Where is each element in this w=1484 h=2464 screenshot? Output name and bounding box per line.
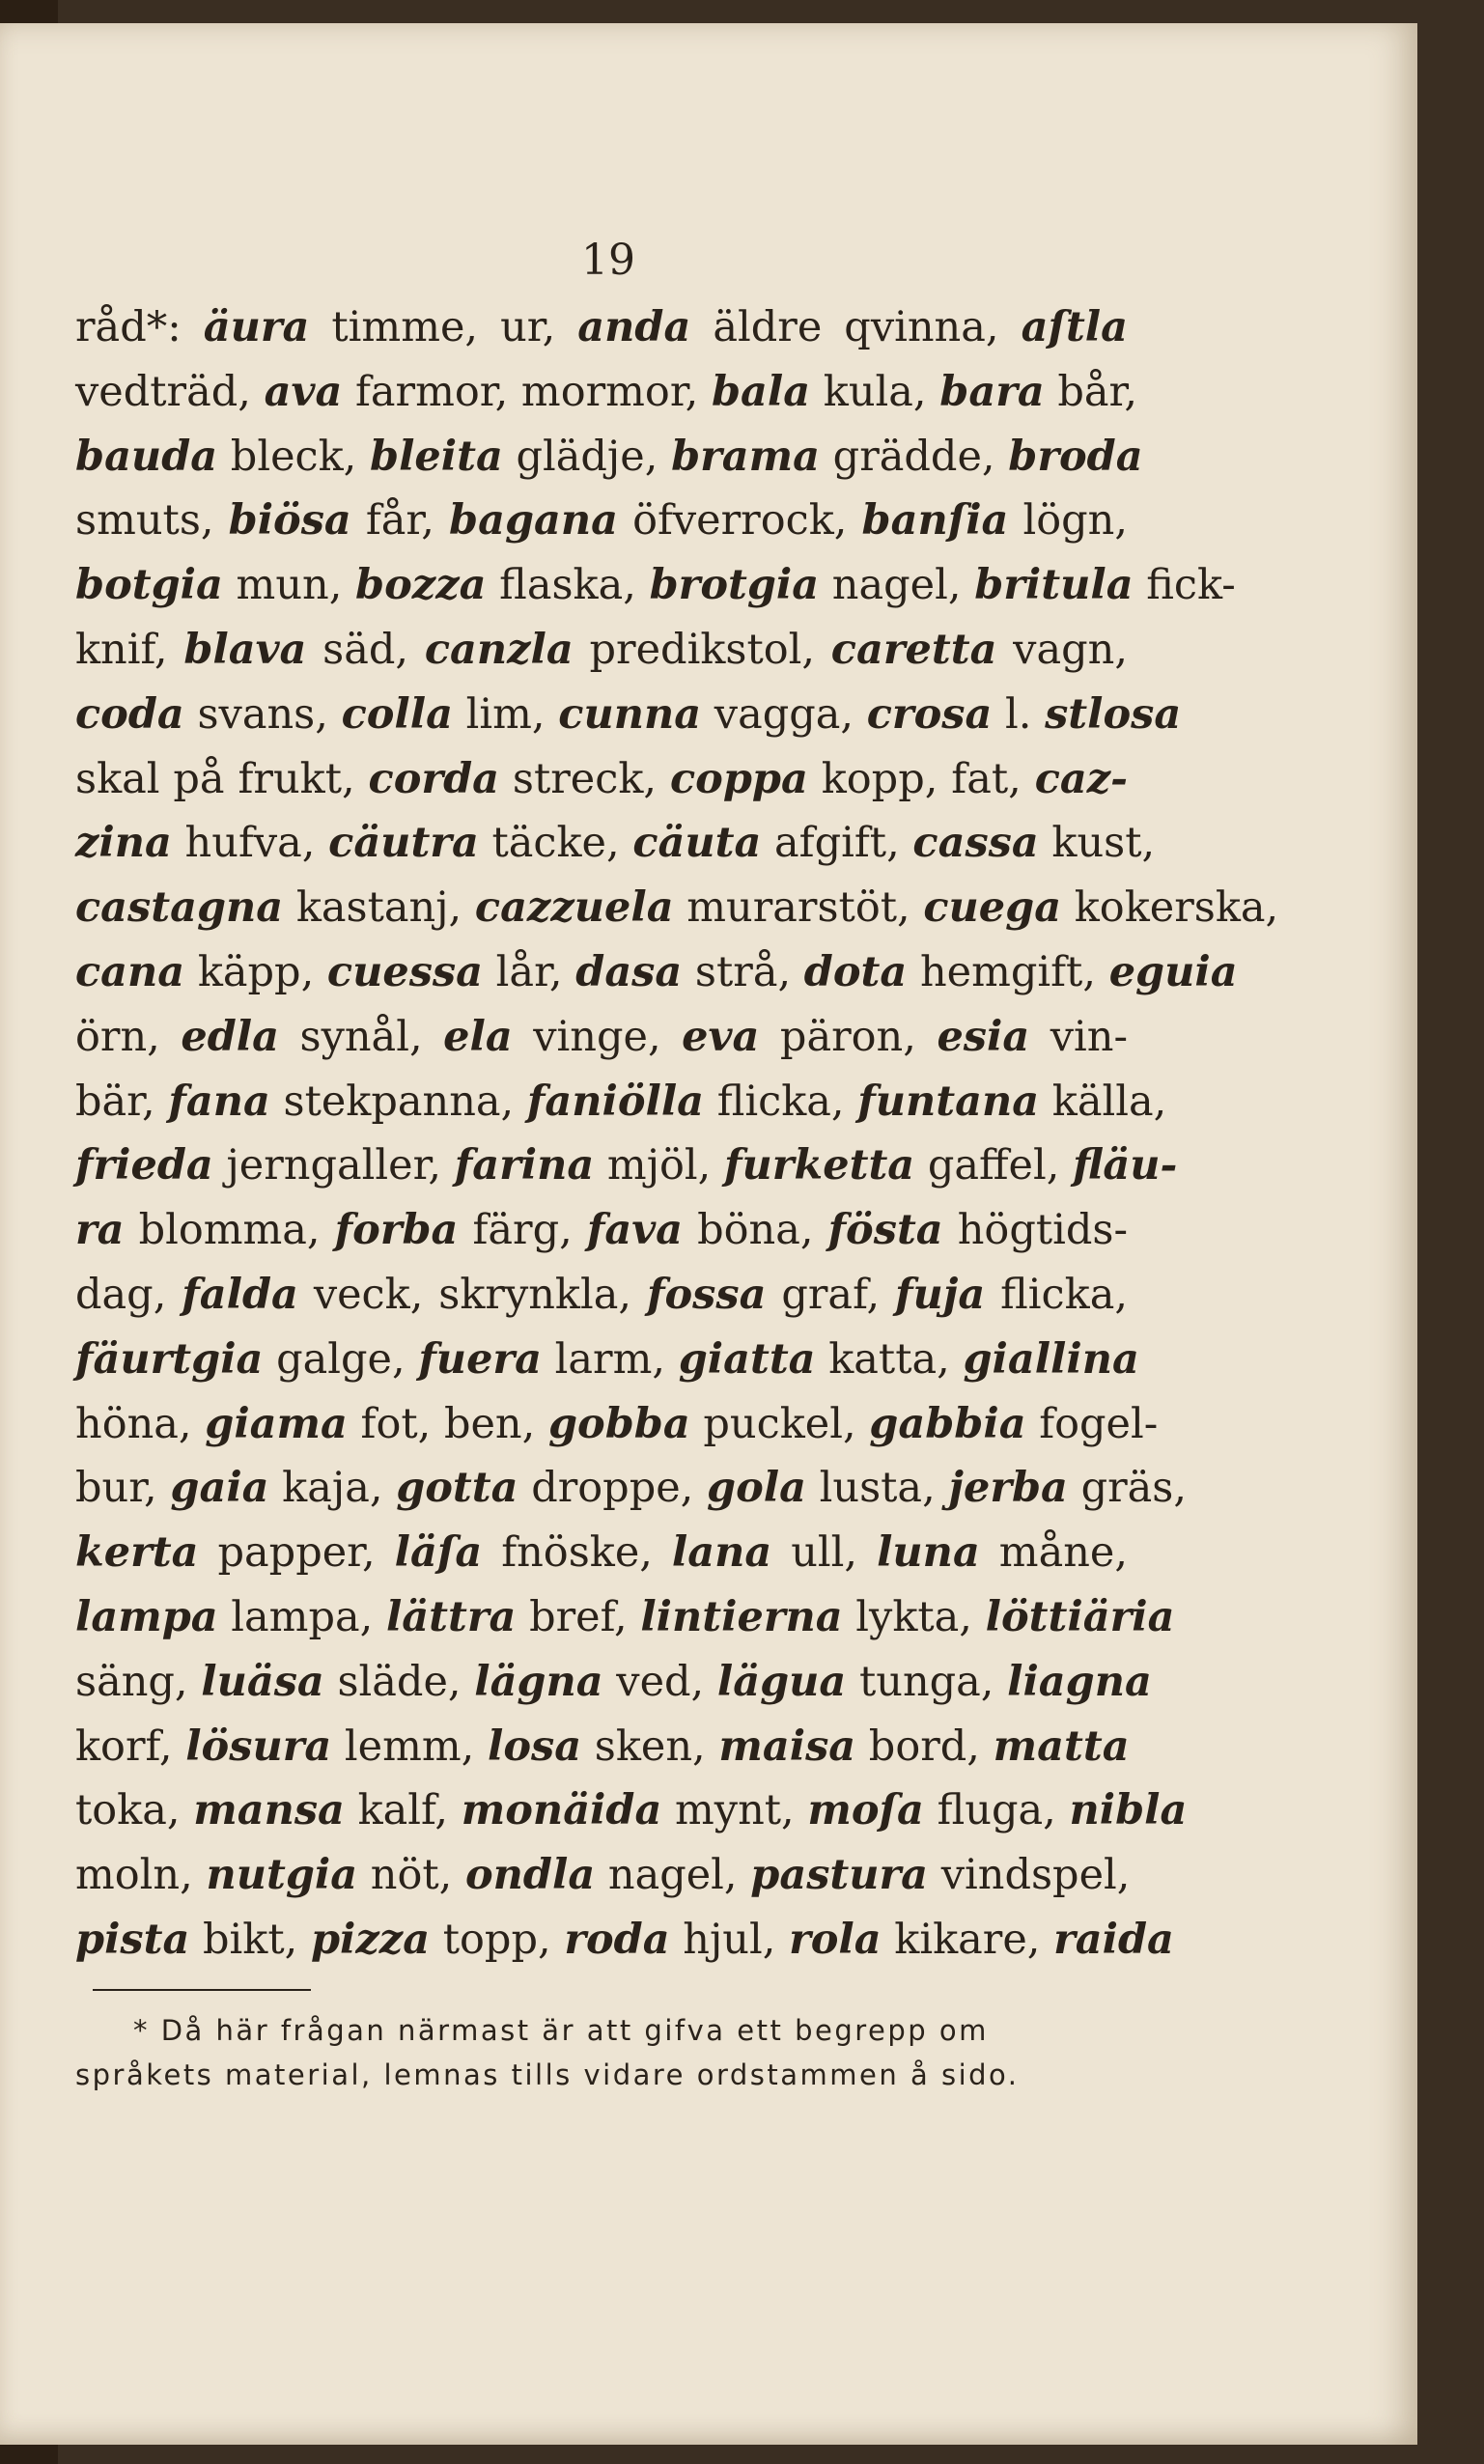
swedish-gloss: flaska,: [486, 561, 650, 610]
romansh-word: fäurtgia: [75, 1334, 264, 1384]
romansh-word: lintierna: [640, 1592, 843, 1641]
text-line: [75, 1328, 1139, 1392]
romansh-word: roda: [564, 1915, 670, 1964]
swedish-gloss: nagel,: [595, 1851, 751, 1900]
swedish-gloss: måne,: [979, 1528, 1129, 1578]
romansh-word: lösura: [185, 1722, 332, 1771]
swedish-gloss: streck,: [499, 754, 670, 803]
swedish-gloss: gräs,: [1067, 1464, 1188, 1513]
romansh-word: corda: [368, 754, 499, 803]
swedish-gloss: vagga,: [701, 689, 867, 739]
swedish-gloss: mun,: [222, 561, 356, 610]
swedish-gloss: säng,: [75, 1657, 202, 1706]
text-line: [75, 1263, 1128, 1328]
romansh-word: furketta: [724, 1141, 915, 1190]
swedish-gloss: hemgift,: [907, 947, 1109, 996]
romansh-word: britula: [974, 561, 1134, 610]
swedish-gloss: strå,: [682, 947, 804, 996]
romansh-word: löttiäria: [985, 1592, 1175, 1641]
text-line: [75, 1392, 1159, 1457]
text-line: [75, 1134, 1178, 1198]
romansh-word: canzla: [424, 625, 574, 674]
romansh-word: fuja: [895, 1270, 986, 1319]
romansh-word: fläu-: [1073, 1141, 1178, 1190]
swedish-gloss: dag,: [75, 1270, 182, 1319]
romansh-word: losa: [488, 1722, 582, 1771]
romansh-word: ava: [264, 367, 343, 416]
romansh-word: luna: [877, 1528, 980, 1578]
swedish-gloss: murarstöt,: [673, 883, 924, 933]
swedish-gloss: högtids-: [942, 1206, 1128, 1255]
romansh-word: colla: [341, 689, 453, 739]
swedish-gloss: bref,: [516, 1592, 641, 1641]
swedish-gloss: jerngaller,: [212, 1141, 455, 1190]
swedish-gloss: skal på frukt,: [75, 754, 369, 803]
romansh-word: frieda: [75, 1141, 213, 1190]
swedish-gloss: ved,: [602, 1657, 717, 1706]
swedish-gloss: lemm,: [331, 1722, 488, 1771]
romansh-word: maisa: [718, 1722, 856, 1771]
romansh-word: bauda: [75, 432, 218, 481]
swedish-gloss: toka,: [75, 1786, 194, 1835]
romansh-word: giallina: [963, 1334, 1139, 1384]
romansh-word: ela: [443, 1012, 513, 1061]
swedish-gloss: glädje,: [502, 432, 672, 481]
text-line: [75, 295, 1128, 360]
romansh-word: monäida: [461, 1786, 662, 1835]
swedish-gloss: lögn,: [1008, 496, 1129, 546]
text-line: [75, 811, 1156, 876]
book-page: [0, 23, 1417, 2445]
swedish-gloss: äldre qvinna,: [690, 303, 1022, 351]
swedish-gloss: päron,: [759, 1012, 938, 1061]
romansh-word: esia: [937, 1012, 1030, 1061]
romansh-word: äura: [203, 303, 310, 351]
swedish-gloss: droppe,: [518, 1464, 708, 1513]
romansh-word: bala: [711, 367, 811, 416]
romansh-word: nutgia: [206, 1851, 358, 1900]
romansh-word: lättra: [385, 1592, 517, 1641]
romansh-word: bagana: [449, 496, 618, 546]
romansh-word: castagna: [75, 883, 284, 933]
swedish-gloss: kokerska,: [1061, 883, 1279, 933]
text-line: [75, 683, 1182, 747]
text-line: [75, 1908, 1174, 1973]
romansh-word: farina: [454, 1141, 595, 1190]
romansh-word: edla: [181, 1012, 279, 1061]
swedish-gloss: lusta,: [805, 1464, 949, 1513]
swedish-gloss: vin-: [1029, 1012, 1129, 1061]
romansh-word: bara: [939, 367, 1045, 416]
romansh-word: crosa: [866, 689, 993, 739]
swedish-gloss: flicka,: [985, 1270, 1129, 1319]
text-line: [75, 618, 1128, 683]
swedish-gloss: sken,: [581, 1722, 719, 1771]
romansh-word: cuega: [923, 883, 1062, 933]
text-line: [75, 1521, 1128, 1585]
text-line: [75, 1005, 1128, 1070]
romansh-word: luäsa: [201, 1657, 324, 1706]
romansh-word: funtana: [857, 1077, 1040, 1126]
text-line: [75, 553, 1236, 618]
swedish-gloss: larm,: [541, 1334, 679, 1384]
romansh-word: banſia: [861, 496, 1009, 546]
romansh-word: rola: [789, 1915, 882, 1964]
swedish-gloss: får,: [350, 496, 450, 546]
swedish-gloss: hufva,: [171, 819, 329, 868]
romansh-word: gaia: [170, 1464, 269, 1513]
swedish-gloss: käpp,: [184, 947, 327, 996]
swedish-gloss: öfverrock,: [618, 496, 862, 546]
swedish-gloss: synål,: [278, 1012, 444, 1061]
romansh-word: caretta: [830, 625, 997, 674]
swedish-gloss: galge,: [263, 1334, 419, 1384]
swedish-gloss: tunga,: [846, 1657, 1008, 1706]
romansh-word: gola: [707, 1464, 806, 1513]
swedish-gloss: grädde,: [820, 432, 1009, 481]
romansh-word: mansa: [193, 1786, 345, 1835]
romansh-word: cassa: [912, 819, 1039, 868]
romansh-word: dasa: [575, 947, 683, 996]
romansh-word: aſtla: [1021, 303, 1128, 351]
swedish-gloss: kopp, fat,: [807, 754, 1035, 803]
romansh-word: botgia: [75, 561, 223, 610]
romansh-word: faniölla: [526, 1077, 705, 1126]
swedish-gloss: topp,: [430, 1915, 565, 1964]
romansh-word: kerta: [75, 1528, 199, 1578]
romansh-word: stlosa: [1045, 689, 1182, 739]
swedish-gloss: flicka,: [704, 1077, 858, 1126]
swedish-gloss: källa,: [1039, 1077, 1167, 1126]
swedish-gloss: släde,: [323, 1657, 475, 1706]
swedish-gloss: råd*:: [75, 303, 204, 351]
swedish-gloss: papper,: [198, 1528, 395, 1578]
romansh-word: jerba: [948, 1464, 1068, 1513]
romansh-word: bozza: [355, 561, 487, 610]
swedish-gloss: vagn,: [996, 625, 1128, 674]
text-line: [75, 1070, 1167, 1134]
swedish-gloss: afgift,: [761, 819, 913, 868]
romansh-word: lana: [671, 1528, 772, 1578]
romansh-word: zina: [75, 819, 172, 868]
romansh-word: lägua: [716, 1657, 847, 1706]
romansh-word: fuera: [418, 1334, 542, 1384]
romansh-word: läſa: [394, 1528, 483, 1578]
romansh-word: fana: [168, 1077, 270, 1126]
romansh-word: gabbia: [869, 1399, 1026, 1448]
swedish-gloss: lår,: [483, 947, 576, 996]
swedish-gloss: gaffel,: [914, 1141, 1074, 1190]
swedish-gloss: lykta,: [842, 1592, 986, 1641]
romansh-word: pizza: [310, 1915, 431, 1964]
swedish-gloss: kust,: [1038, 819, 1156, 868]
romansh-word: giama: [205, 1399, 348, 1448]
swedish-gloss: stekpanna,: [269, 1077, 527, 1126]
swedish-gloss: bikt,: [189, 1915, 311, 1964]
romansh-word: falda: [182, 1270, 298, 1319]
footnote-rule: [93, 1989, 311, 1991]
romansh-word: giatta: [678, 1334, 816, 1384]
romansh-word: brama: [671, 432, 821, 481]
swedish-gloss: nagel,: [819, 561, 975, 610]
swedish-gloss: blomma,: [124, 1206, 335, 1255]
swedish-gloss: kula,: [810, 367, 940, 416]
swedish-gloss: kaja,: [268, 1464, 397, 1513]
romansh-word: ondla: [464, 1851, 596, 1900]
swedish-gloss: säd,: [306, 625, 425, 674]
romansh-word: blava: [183, 625, 307, 674]
romansh-word: lägna: [474, 1657, 603, 1706]
swedish-gloss: bur,: [75, 1464, 171, 1513]
romansh-word: cuessa: [326, 947, 484, 996]
romansh-word: lampa: [75, 1592, 218, 1641]
romansh-word: cazzuela: [474, 883, 674, 933]
swedish-gloss: lim,: [452, 689, 559, 739]
romansh-word: broda: [1008, 432, 1143, 481]
text-line: [75, 1778, 1188, 1843]
romansh-word: dota: [803, 947, 908, 996]
swedish-gloss: ull,: [771, 1528, 878, 1578]
swedish-gloss: kastanj,: [283, 883, 475, 933]
body-text: [75, 295, 1279, 1973]
swedish-gloss: bär,: [75, 1077, 169, 1126]
text-line: [75, 1715, 1128, 1779]
swedish-gloss: vinge,: [512, 1012, 683, 1061]
swedish-gloss: färg,: [458, 1206, 587, 1255]
romansh-word: moſa: [807, 1786, 924, 1835]
swedish-gloss: l.: [992, 689, 1046, 739]
text-line: [75, 1650, 1152, 1715]
swedish-gloss: fick-: [1133, 561, 1236, 610]
swedish-gloss: kikare,: [881, 1915, 1054, 1964]
swedish-gloss: nöt,: [357, 1851, 465, 1900]
swedish-gloss: mynt,: [661, 1786, 808, 1835]
romansh-word: fava: [586, 1206, 684, 1255]
text-line: [75, 1585, 1175, 1650]
swedish-gloss: höna,: [75, 1399, 206, 1448]
romansh-word: pista: [75, 1915, 190, 1964]
swedish-gloss: vindspel,: [928, 1851, 1131, 1900]
swedish-gloss: fluga,: [923, 1786, 1070, 1835]
romansh-word: raida: [1053, 1915, 1174, 1964]
text-line: [75, 940, 1238, 1005]
swedish-gloss: böna,: [683, 1206, 828, 1255]
romansh-word: cana: [75, 947, 185, 996]
romansh-word: brotgia: [649, 561, 820, 610]
swedish-gloss: hjul,: [669, 1915, 790, 1964]
text-line: [75, 1198, 1128, 1263]
swedish-gloss: smuts,: [75, 496, 229, 546]
swedish-gloss: timme, ur,: [309, 303, 578, 351]
swedish-gloss: veck, skrynkla,: [297, 1270, 647, 1319]
text-line: [75, 489, 1128, 553]
swedish-gloss: puckel,: [689, 1399, 870, 1448]
swedish-gloss: svans,: [183, 689, 342, 739]
swedish-gloss: fnöske,: [482, 1528, 672, 1578]
swedish-gloss: bord,: [855, 1722, 994, 1771]
swedish-gloss: korf,: [75, 1722, 186, 1771]
swedish-gloss: knif,: [75, 625, 184, 674]
romansh-word: bleita: [370, 432, 503, 481]
swedish-gloss: vedträd,: [75, 367, 265, 416]
romansh-word: gobba: [547, 1399, 690, 1448]
footnote-line: * Då här frågan närmast är att gifva ett begrepp om: [133, 2014, 989, 2047]
romansh-word: matta: [993, 1722, 1130, 1771]
romansh-word: gotta: [396, 1464, 518, 1513]
text-line: [75, 747, 1128, 812]
swedish-gloss: bår,: [1044, 367, 1138, 416]
romansh-word: cunna: [558, 689, 702, 739]
romansh-word: fösta: [827, 1206, 943, 1255]
swedish-gloss: bleck,: [217, 432, 370, 481]
text-line: [75, 425, 1143, 490]
romansh-word: nibla: [1069, 1786, 1188, 1835]
swedish-gloss: täcke,: [478, 819, 633, 868]
swedish-gloss: örn,: [75, 1012, 182, 1061]
footnote-line: språkets material, lemnas tills vidare ordstammen å sido.: [75, 2058, 1020, 2091]
text-line: [75, 1456, 1188, 1521]
romansh-word: liagna: [1007, 1657, 1152, 1706]
romansh-word: anda: [577, 303, 691, 351]
romansh-word: eguia: [1108, 947, 1238, 996]
swedish-gloss: kalf,: [344, 1786, 462, 1835]
swedish-gloss: katta,: [815, 1334, 964, 1384]
swedish-gloss: predikstol,: [573, 625, 831, 674]
text-line: [75, 1843, 1131, 1908]
text-line: [75, 360, 1138, 425]
swedish-gloss: lampa,: [217, 1592, 386, 1641]
romansh-word: cäutra: [328, 819, 479, 868]
page-number: 19: [581, 236, 635, 285]
romansh-word: coda: [75, 689, 184, 739]
romansh-word: coppa: [669, 754, 808, 803]
romansh-word: cäuta: [632, 819, 762, 868]
romansh-word: caz-: [1034, 754, 1129, 803]
romansh-word: eva: [682, 1012, 760, 1061]
swedish-gloss: moln,: [75, 1851, 207, 1900]
romansh-word: biösa: [228, 496, 351, 546]
swedish-gloss: fot, ben,: [347, 1399, 548, 1448]
swedish-gloss: graf,: [766, 1270, 896, 1319]
text-line: [75, 876, 1279, 940]
swedish-gloss: mjöl,: [594, 1141, 725, 1190]
swedish-gloss: fogel-: [1025, 1399, 1159, 1448]
romansh-word: ra: [75, 1206, 125, 1255]
romansh-word: fossa: [646, 1270, 767, 1319]
footnote: [75, 2008, 1108, 2097]
romansh-word: forba: [334, 1206, 459, 1255]
romansh-word: pastura: [750, 1851, 929, 1900]
swedish-gloss: farmor, mormor,: [342, 367, 712, 416]
